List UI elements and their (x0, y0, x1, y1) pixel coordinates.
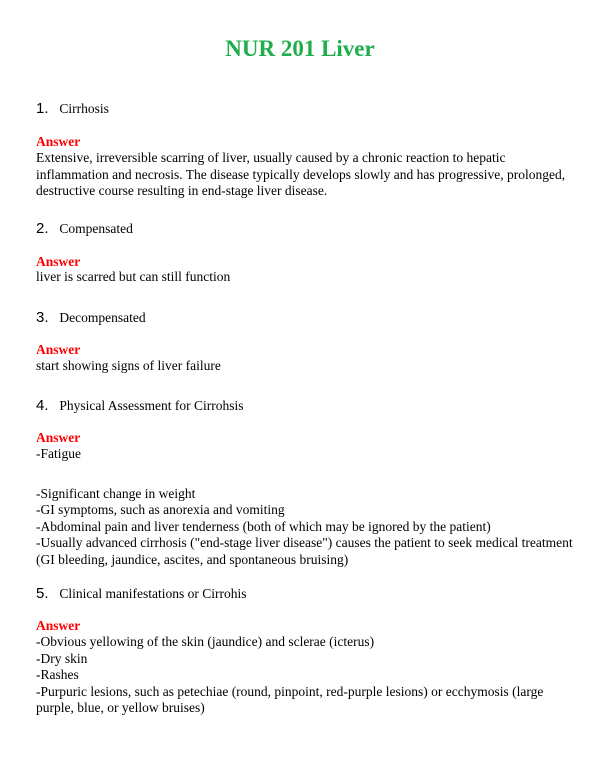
answer-4 (36, 446, 576, 568)
question-5 (36, 586, 246, 602)
question-1 (36, 101, 109, 117)
question-text: Cirrhosis (59, 101, 109, 116)
answer-label: Answer (36, 618, 81, 633)
answer-2 (36, 269, 576, 286)
question-4 (36, 398, 244, 414)
question-number: 3. (36, 309, 49, 326)
question-text: Compensated (59, 221, 133, 236)
page-title: NUR 201 Liver (225, 36, 375, 61)
answer-line: -Rashes (36, 667, 79, 682)
answer-line: start showing signs of liver failure (36, 358, 221, 373)
answer-label: Answer (36, 342, 81, 357)
question-3 (36, 310, 146, 326)
answer-3 (36, 358, 576, 375)
answer-spacer (36, 463, 576, 486)
answer-line: -Purpuric lesions, such as petechiae (round, pinpoint, red-purple lesions) or ecchymosis (large purple, blue, or yellow bruises) (36, 683, 544, 715)
question-text: Physical Assessment for Cirrohsis (59, 398, 244, 413)
question-number: 4. (36, 397, 49, 414)
question-number: 2. (36, 220, 49, 237)
answer-line: liver is scarred but can still function (36, 269, 231, 284)
answer-1 (36, 150, 576, 200)
answer-line: -Fatigue (36, 446, 81, 461)
question-text: Decompensated (59, 310, 146, 325)
question-number: 5. (36, 585, 49, 602)
answer-line: -Usually advanced cirrhosis ("end-stage liver disease") causes the patient to seek medical treatment (GI bleeding, jaundice, ascites, and spontaneous bruising) (36, 535, 573, 567)
answer-line: -Significant change in weight (36, 485, 196, 501)
answer-line: Extensive, irreversible scarring of liver, usually caused by a chronic reaction to hepatic inflammation and necrosis. The disease typically develops slowly and has progressive, prolonged, destructive course resulting in end-stage liver disease. (36, 150, 566, 198)
answer-line: -Obvious yellowing of the skin (jaundice) and sclerae (icterus) (36, 634, 375, 649)
question-2 (36, 221, 133, 237)
answer-label: Answer (36, 134, 81, 149)
answer-label: Answer (36, 430, 81, 445)
answer-label: Answer (36, 254, 81, 269)
answer-line: -GI symptoms, such as anorexia and vomiting (36, 502, 285, 517)
answer-line: -Abdominal pain and liver tenderness (both of which may be ignored by the patient) (36, 518, 491, 534)
answer-5 (36, 634, 576, 717)
question-text: Clinical manifestations or Cirrohis (59, 586, 247, 601)
answer-line: -Dry skin (36, 650, 88, 666)
question-number: 1. (36, 100, 49, 117)
